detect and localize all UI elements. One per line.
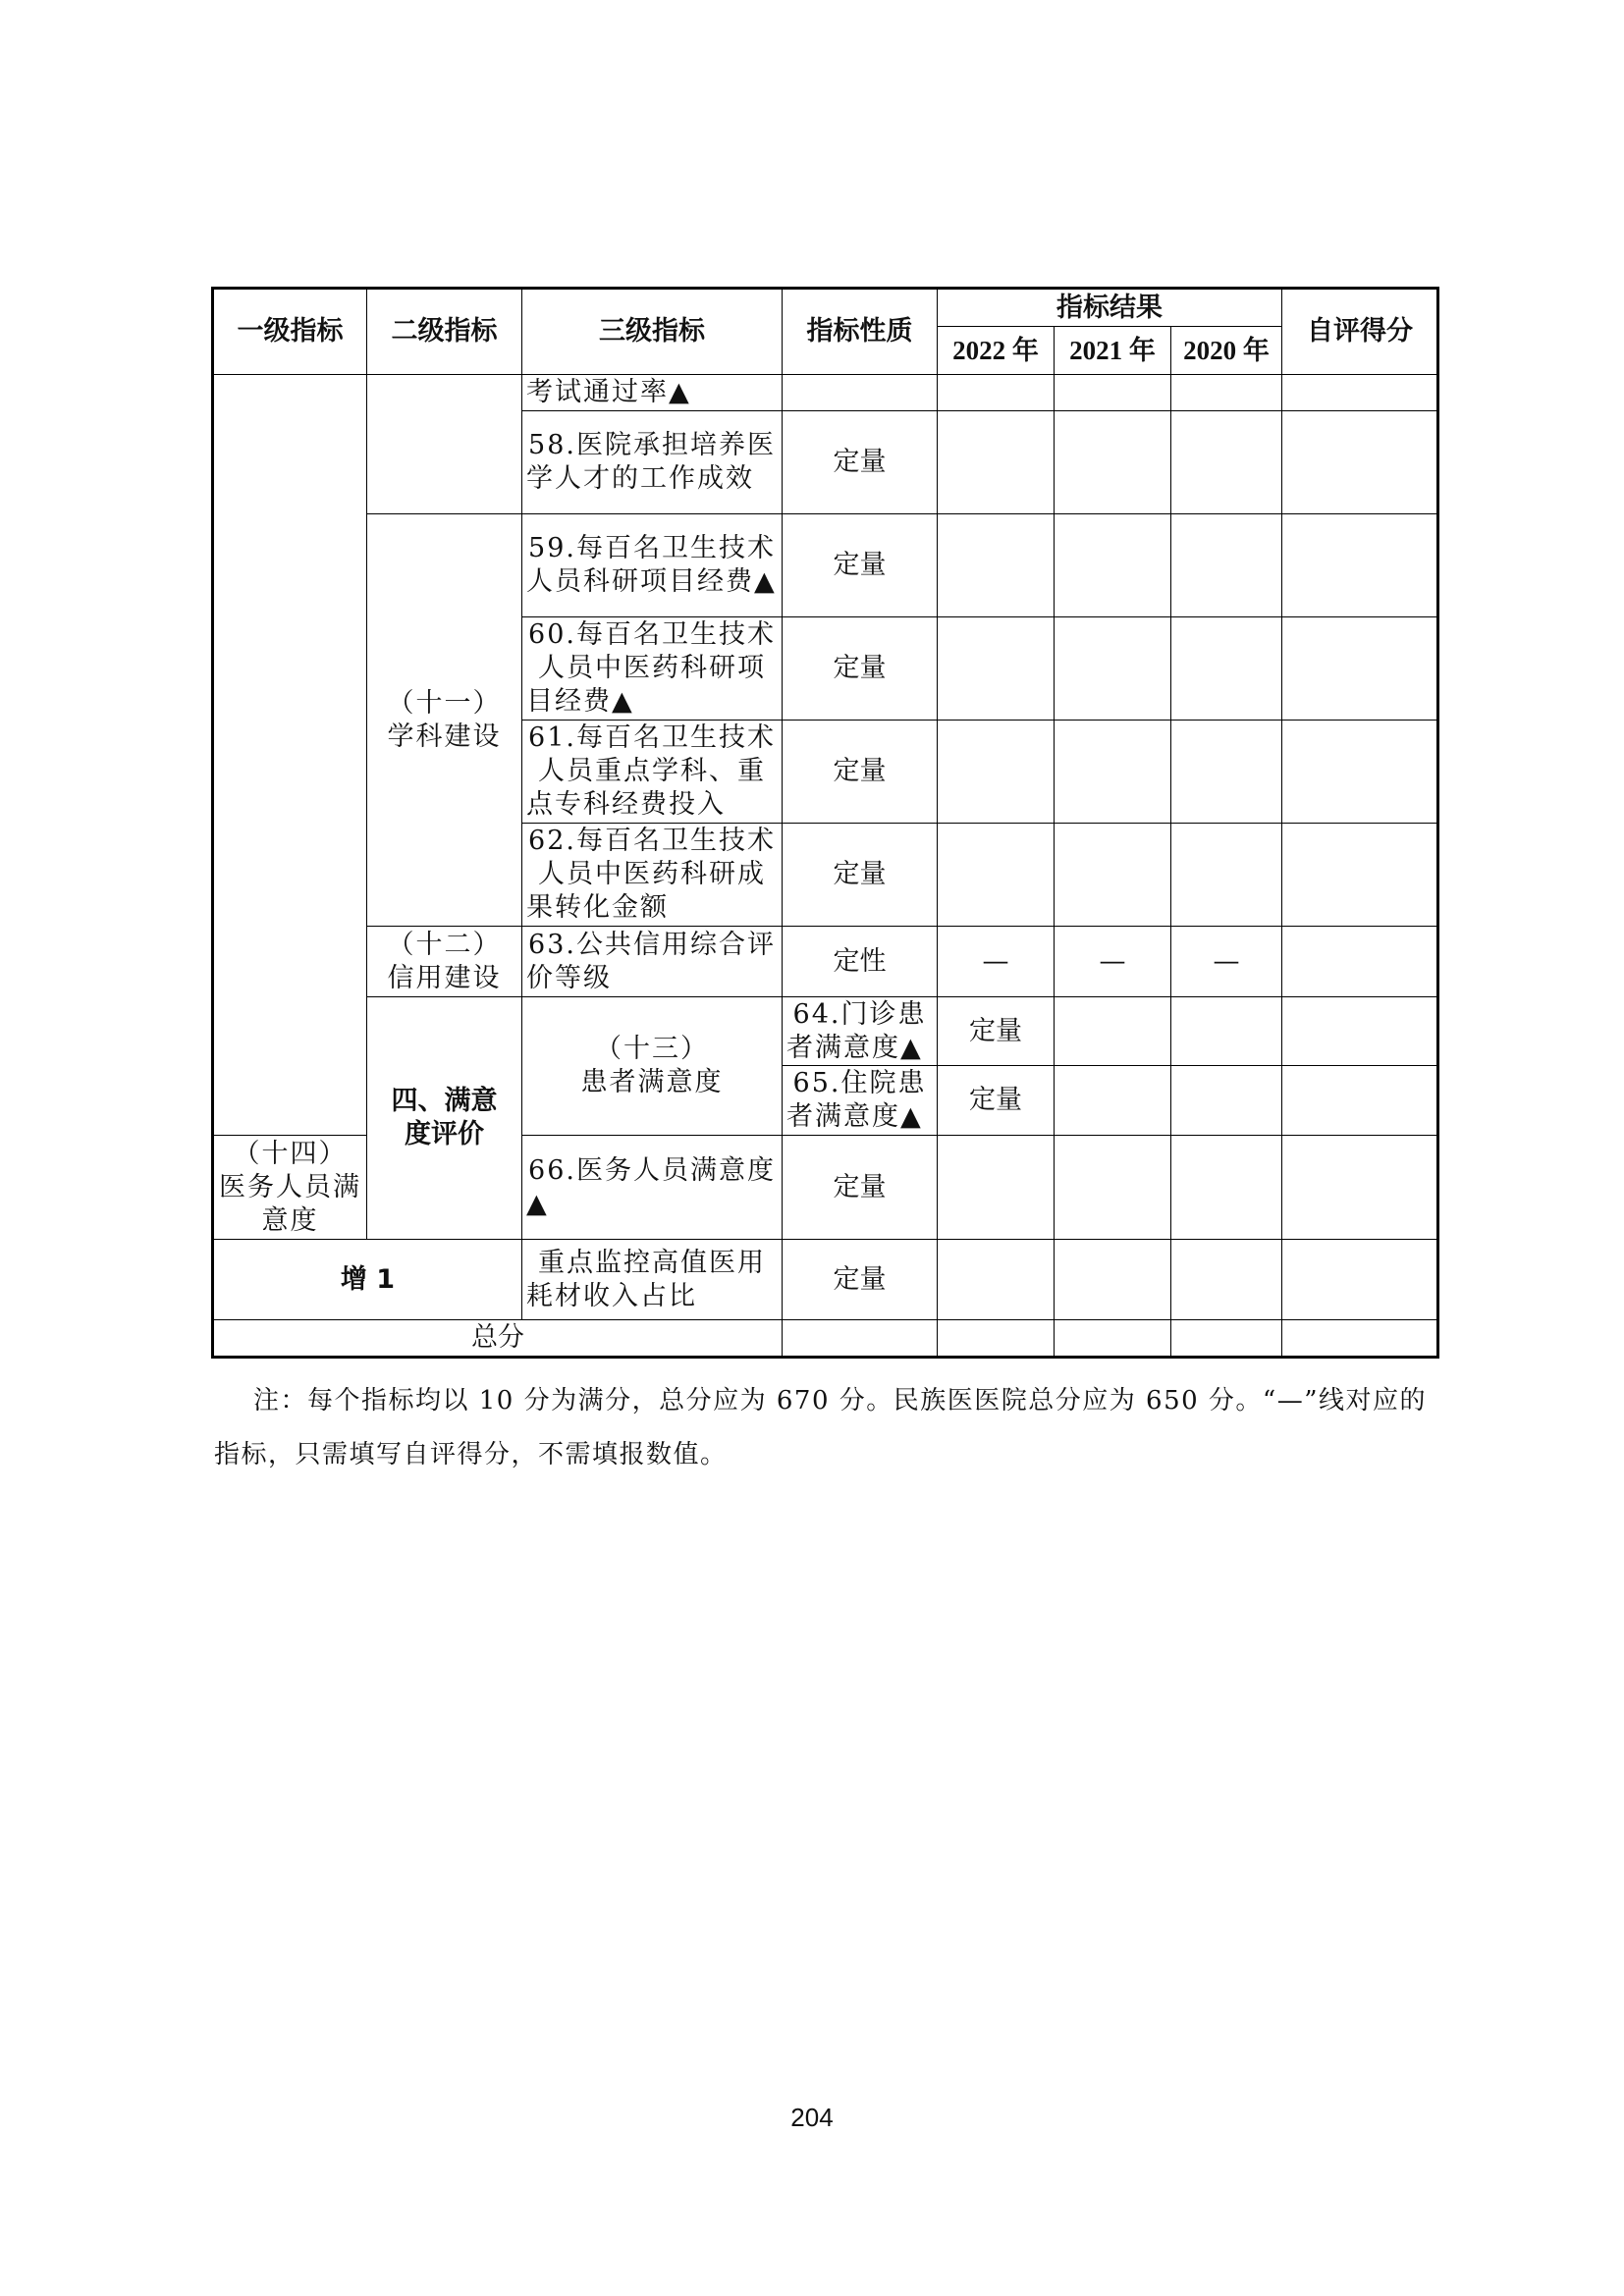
header-row <box>213 289 1438 327</box>
level1-cell-satisfaction: 四、满意度评价 <box>367 997 522 1240</box>
value-cell-2021 <box>1055 1136 1171 1240</box>
value-cell-2021 <box>1055 1240 1171 1320</box>
level3-cell: 61.每百名卫生技术人员重点学科、重点专科经费投入 <box>522 721 783 824</box>
value-cell-2020 <box>1171 411 1282 514</box>
nature-cell: 定量 <box>783 514 938 617</box>
total-value-cell-2020 <box>1171 1320 1282 1358</box>
level2-name: 医务人员满意度 <box>219 1171 361 1236</box>
value-cell-2022 <box>938 411 1055 514</box>
level1-cell-continued <box>213 375 367 1136</box>
level3-cell: 64.门诊患者满意度▲ <box>783 997 938 1066</box>
total-label: 总分 <box>213 1320 783 1358</box>
nature-cell: 定量 <box>938 997 1055 1066</box>
self-score-cell <box>1282 375 1438 411</box>
self-score-cell <box>1282 721 1438 824</box>
level3-cell: 重点监控高值医用耗材收入占比 <box>522 1240 783 1320</box>
level2-cell-staff-satisfaction <box>213 1136 367 1240</box>
total-nature-cell <box>783 1320 938 1358</box>
header-year-2022: 2022 年 <box>938 327 1055 375</box>
level2-number: （十二） <box>387 929 502 960</box>
self-score-cell <box>1282 927 1438 997</box>
value-cell-2021: — <box>1055 927 1171 997</box>
level2-number: （十三） <box>595 1034 709 1064</box>
level2-name: 信用建设 <box>387 962 502 993</box>
level3-cell: 62.每百名卫生技术人员中医药科研成果转化金额 <box>522 824 783 927</box>
nature-cell <box>783 375 938 411</box>
nature-cell: 定量 <box>783 617 938 721</box>
value-cell-2020: — <box>1171 927 1282 997</box>
total-row <box>213 1320 1438 1358</box>
level3-cell: 65.住院患者满意度▲ <box>783 1066 938 1136</box>
self-score-cell <box>1282 617 1438 721</box>
value-cell-2022 <box>938 1136 1055 1240</box>
self-score-cell <box>1282 514 1438 617</box>
header-year-2020: 2020 年 <box>1171 327 1282 375</box>
nature-cell: 定量 <box>783 411 938 514</box>
value-cell-2020 <box>1171 1240 1282 1320</box>
level2-number: （十四） <box>233 1138 348 1169</box>
value-cell-2022: — <box>938 927 1055 997</box>
level2-cell-patient-satisfaction <box>522 997 783 1136</box>
value-cell-2020 <box>1282 997 1438 1066</box>
extra-indicator-label: 增 1 <box>213 1240 522 1320</box>
header-self-score: 自评得分 <box>1282 289 1438 375</box>
footnote: 注：每个指标均以 10 分为满分，总分应为 670 分。民族医医院总分应为 650 分。“—”线对应的指标，只需填写自评得分，不需填报数值。 <box>214 1386 1428 1469</box>
total-value-cell-2022 <box>938 1320 1055 1358</box>
level2-cell-continued <box>367 375 522 514</box>
value-cell-2022 <box>1055 1066 1171 1136</box>
self-score-cell <box>1282 1136 1438 1240</box>
value-cell-2022 <box>938 375 1055 411</box>
nature-cell: 定量 <box>783 824 938 927</box>
value-cell-2022 <box>938 1240 1055 1320</box>
value-cell-2022 <box>938 721 1055 824</box>
table-row <box>213 375 1438 411</box>
header-nature: 指标性质 <box>783 289 938 375</box>
nature-cell: 定量 <box>938 1066 1055 1136</box>
level2-name: 患者满意度 <box>580 1067 724 1097</box>
value-cell-2022 <box>938 514 1055 617</box>
level3-cell: 60.每百名卫生技术人员中医药科研项目经费▲ <box>522 617 783 721</box>
value-cell-2021 <box>1055 375 1171 411</box>
nature-cell: 定性 <box>783 927 938 997</box>
level3-cell: 63.公共信用综合评价等级 <box>522 927 783 997</box>
table-row <box>213 997 1438 1066</box>
indicator-table <box>211 287 1439 1359</box>
total-self-score-cell <box>1282 1320 1438 1358</box>
value-cell-2021 <box>1171 997 1282 1066</box>
total-value-cell-2021 <box>1055 1320 1171 1358</box>
nature-cell: 定量 <box>783 721 938 824</box>
value-cell-2020 <box>1171 375 1282 411</box>
table-row <box>213 927 1438 997</box>
level2-cell-credit <box>367 927 522 997</box>
header-level1: 一级指标 <box>213 289 367 375</box>
value-cell-2020 <box>1171 617 1282 721</box>
value-cell-2021 <box>1171 1066 1282 1136</box>
table-row <box>213 1240 1438 1320</box>
value-cell-2020 <box>1171 514 1282 617</box>
value-cell-2022 <box>938 617 1055 721</box>
value-cell-2020 <box>1171 721 1282 824</box>
value-cell-2020 <box>1171 824 1282 927</box>
header-level3: 三级指标 <box>522 289 783 375</box>
table-row <box>213 514 1438 617</box>
header-results: 指标结果 <box>938 289 1282 327</box>
value-cell-2021 <box>1055 617 1171 721</box>
level3-cell: 59.每百名卫生技术人员科研项目经费▲ <box>522 514 783 617</box>
value-cell-2021 <box>1055 411 1171 514</box>
value-cell-2020 <box>1171 1136 1282 1240</box>
level2-number: （十一） <box>387 687 502 719</box>
level3-cell: 考试通过率▲ <box>522 375 783 411</box>
value-cell-2022 <box>1055 997 1171 1066</box>
self-score-cell <box>1282 1240 1438 1320</box>
value-cell-2022 <box>938 824 1055 927</box>
value-cell-2021 <box>1055 824 1171 927</box>
header-level2: 二级指标 <box>367 289 522 375</box>
value-cell-2021 <box>1055 721 1171 824</box>
self-score-cell <box>1282 411 1438 514</box>
self-score-cell <box>1282 824 1438 927</box>
level2-cell-discipline <box>367 514 522 927</box>
page-number: 204 <box>790 2103 834 2132</box>
header-year-2021: 2021 年 <box>1055 327 1171 375</box>
value-cell-2020 <box>1282 1066 1438 1136</box>
level3-cell: 66.医务人员满意度▲ <box>522 1136 783 1240</box>
value-cell-2021 <box>1055 514 1171 617</box>
nature-cell: 定量 <box>783 1240 938 1320</box>
level2-name: 学科建设 <box>387 721 502 752</box>
nature-cell: 定量 <box>783 1136 938 1240</box>
level3-cell: 58.医院承担培养医学人才的工作成效 <box>522 411 783 514</box>
